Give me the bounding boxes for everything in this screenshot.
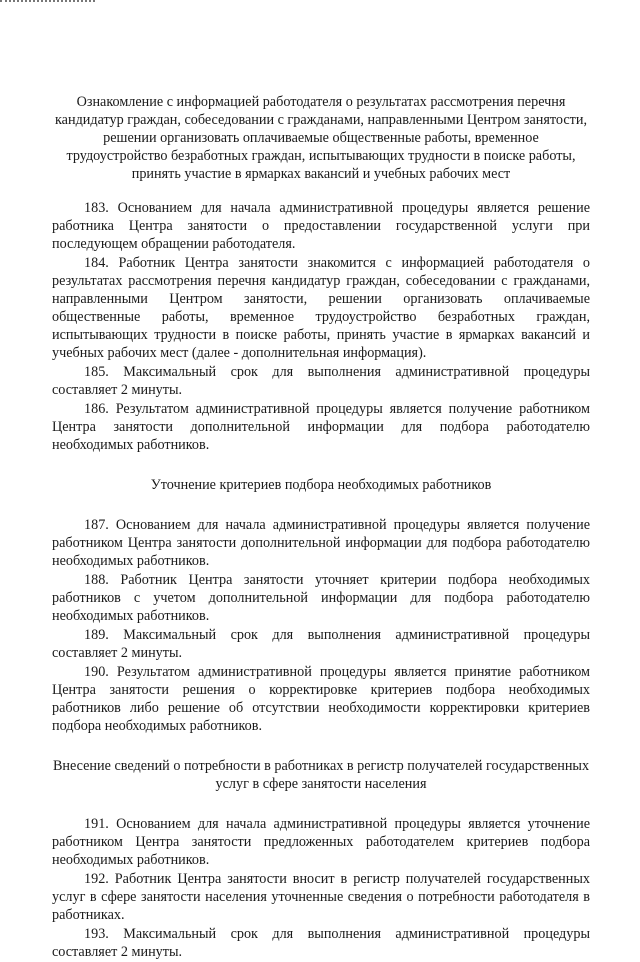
paragraph-189: 189. Максимальный срок для выполнения административной процедуры составляет 2 минуты.: [52, 627, 590, 661]
paragraph-188: 188. Работник Центра занятости уточняет критерии подбора необходимых работников с учетом дополнительной информации для подбора работодателю необходимых работников.: [52, 572, 590, 624]
paragraph-185: 185. Максимальный срок для выполнения административной процедуры составляет 2 минуты.: [52, 364, 590, 398]
paragraph-183: 183. Основанием для начала административной процедуры является решение работника Центра занятости о предоставлении государственной услуги при последующем обращении работодателя.: [52, 200, 590, 252]
paragraph-191: 191. Основанием для начала административной процедуры является уточнение работником Центра занятости предложенных работодателем критериев подбора необходимых работников.: [52, 816, 590, 868]
paragraph-192: 192. Работник Центра занятости вносит в регистр получателей государственных услуг в сфере занятости населения уточненные сведения о потребности работодателя в работниках.: [52, 871, 590, 923]
section-heading: Ознакомление с информацией работодателя о результатах рассмотрения перечня кандидатур граждан, собеседовании с гражданами, направленными Центром занятости, решении организовать оплачиваемые общественные работы, временное трудоустройство безработных граждан, испытывающих трудности в поиске работы, принять участие в ярмарках вакансий и учебных рабочих мест: [55, 94, 587, 182]
scan-artifact-line: [0, 0, 95, 3]
paragraph-184: 184. Работник Центра занятости знакомится с информацией работодателя о результатах рассмотрения перечня кандидатур граждан, собеседовании с гражданами, направленными Центром занятости, решении организовать оплачиваемые общественные работы, временное трудоустройство безработных граждан, испытывающих трудности в поиске работы, принять участие в ярмарках вакансий и учебных рабочих мест (далее - дополнительная информация).: [52, 255, 590, 361]
section-heading: Уточнение критериев подбора необходимых работников: [150, 477, 492, 493]
paragraph-187: 187. Основанием для начала административной процедуры является получение работником Центра занятости дополнительной информации для подбора работодателю необходимых работников.: [52, 517, 590, 569]
paragraph-186: 186. Результатом административной процедуры является получение работником Центра занятости дополнительной информации для подбора работодателю необходимых работников.: [52, 401, 590, 453]
paragraph-190: 190. Результатом административной процедуры является принятие работником Центра занятости решения о корректировке критериев подбора необходимых работников либо решение об отсутствии необходимости корректировки критериев подбора необходимых работников.: [52, 664, 590, 734]
paragraph-193: 193. Максимальный срок для выполнения административной процедуры составляет 2 минуты.: [52, 926, 590, 960]
document-body: [52, 93, 590, 962]
section-heading: Внесение сведений о потребности в работниках в регистр получателей государственных услуг в сфере занятости населения: [52, 758, 590, 792]
